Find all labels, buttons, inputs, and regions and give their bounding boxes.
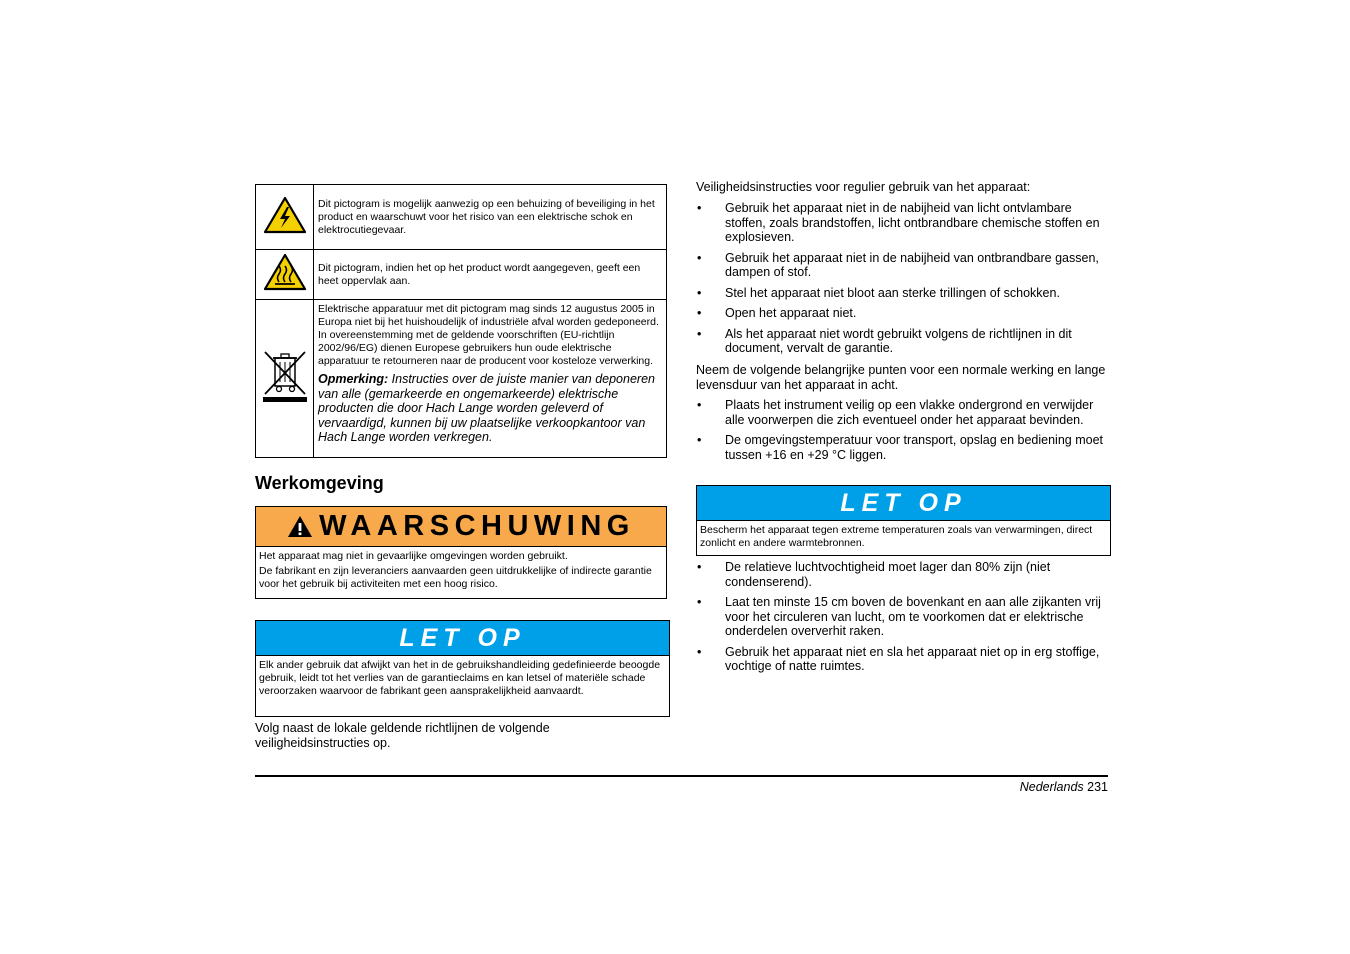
warning-body bbox=[256, 547, 666, 597]
warning-triangle-icon bbox=[287, 515, 313, 538]
page-footer bbox=[1020, 780, 1108, 794]
page-number: 231 bbox=[1087, 780, 1108, 794]
weee-note bbox=[318, 372, 662, 445]
note-label: Opmerking: bbox=[318, 372, 389, 386]
pictogram-row-weee bbox=[256, 300, 667, 458]
caution-header-left bbox=[256, 621, 669, 656]
safety-list-1 bbox=[696, 201, 1111, 356]
caution-header-right bbox=[697, 486, 1110, 521]
pictogram-row-hot bbox=[256, 250, 667, 300]
section-heading: Werkomgeving bbox=[255, 473, 384, 493]
caution-body-right: Bescherm het apparaat tegen extreme temperaturen zoals van verwarmingen, direct zonlicht en andere warmtebronnen. bbox=[700, 524, 1093, 549]
warning-line-1: Het apparaat mag niet in gevaarlijke omgevingen worden gebruikt. bbox=[259, 550, 568, 562]
pictogram-table bbox=[255, 184, 667, 458]
warning-title: WAARSCHUWING bbox=[319, 510, 635, 542]
warning-line-2: De fabrikant en zijn leveranciers aanvaarden geen uitdrukkelijke of indirecte garantie voor het gebruik bij activiteiten met een hoog risico. bbox=[259, 565, 652, 590]
hot-surface-warning-icon bbox=[256, 250, 314, 300]
right-intro: Veiligheidsinstructies voor regulier gebruik van het apparaat: bbox=[696, 180, 1031, 194]
safety-list-2 bbox=[696, 398, 1111, 462]
list-item: • De relatieve luchtvochtigheid moet lager dan 80% zijn (niet condenserend). bbox=[696, 560, 1111, 589]
list-item: • Als het apparaat niet wordt gebruikt volgens de richtlijnen in dit document, vervalt de garantie. bbox=[696, 327, 1111, 356]
electric-shock-warning-icon bbox=[256, 185, 314, 250]
pictogram-text-electric: Dit pictogram is mogelijk aanwezig op een behuizing of beveiliging in het product en waarschuwt voor het risico van een elektrische schok en elektrocutiegevaar. bbox=[314, 185, 667, 250]
list-item: • De omgevingstemperatuur voor transport, opslag en bediening moet tussen +16 en +29 °C liggen. bbox=[696, 433, 1111, 462]
pictogram-text-weee bbox=[314, 300, 667, 458]
footer-rule bbox=[255, 775, 1108, 777]
weee-crossed-bin-icon bbox=[256, 300, 314, 458]
safety-list-3 bbox=[696, 560, 1111, 674]
caution-title-left: LET OP bbox=[399, 623, 526, 652]
list-item: • Gebruik het apparaat niet en sla het apparaat niet op in erg stoffige, vochtige of natte ruimtes. bbox=[696, 645, 1111, 674]
list-item: • Laat ten minste 15 cm boven de bovenkant en aan alle zijkanten vrij voor het circuleren van lucht, om te voorkomen dat er elektrische onderdelen oververhit raken. bbox=[696, 595, 1111, 639]
list-item: • Stel het apparaat niet bloot aan sterke trillingen of schokken. bbox=[696, 286, 1111, 301]
list-item: • Gebruik het apparaat niet in de nabijheid van ontbrandbare gassen, dampen of stof. bbox=[696, 251, 1111, 280]
caution-box-right bbox=[696, 485, 1111, 556]
list-item: • Plaats het instrument veilig op een vlakke ondergrond en verwijder alle voorwerpen die zich eventueel onder het apparaat bevinden. bbox=[696, 398, 1111, 427]
warning-header bbox=[256, 507, 666, 547]
weee-description: Elektrische apparatuur met dit pictogram mag sinds 12 augustus 2005 in Europa niet bij het huishoudelijk of industriële afval worden gedeponeerd. In overeenstemming met de geldende voorschriften (EU-richtlijn 2002/96/EG) dienen Europese gebruikers hun oude elektrische apparatuur te retourneren naar de producent voor kosteloze verwerking. bbox=[318, 303, 659, 367]
left-instructions-paragraph: Volg naast de lokale geldende richtlijnen de volgende veiligheidsinstructies op. bbox=[255, 721, 550, 750]
list-item: • Open het apparaat niet. bbox=[696, 306, 1111, 321]
caution-box-left bbox=[255, 620, 670, 717]
pictogram-row-electric bbox=[256, 185, 667, 250]
pictogram-text-hot: Dit pictogram, indien het op het product wordt aangegeven, geeft een heet oppervlak aan. bbox=[314, 250, 667, 300]
right-para-2: Neem de volgende belangrijke punten voor een normale werking en lange levensduur van het apparaat in acht. bbox=[696, 363, 1106, 392]
caution-body-left: Elk ander gebruik dat afwijkt van het in de gebruikshandleiding gedefinieerde beoogde gebruik, leidt tot het verlies van de garantieclaims en kan letsel of materiële schade veroorzaken waarvoor de fabrikant geen aansprakelijkheid aanvaardt. bbox=[259, 659, 661, 697]
warning-box bbox=[255, 506, 667, 599]
list-item: • Gebruik het apparaat niet in de nabijheid van licht ontvlambare stoffen, zoals brandstoffen, licht ontbrandbare chemische stoffen en explosieven. bbox=[696, 201, 1111, 245]
note-text: Instructies over de juiste manier van deponeren van alle (gemarkeerde en ongemarkeerde) elektrische producten die door Hach Lange worden geleverd of vervaardigd, kunnen bij uw plaatselijke verkoopkantoor van Hach Lange worden verkregen. bbox=[318, 372, 655, 444]
footer-language: Nederlands bbox=[1019, 780, 1084, 794]
caution-title-right: LET OP bbox=[840, 488, 967, 517]
